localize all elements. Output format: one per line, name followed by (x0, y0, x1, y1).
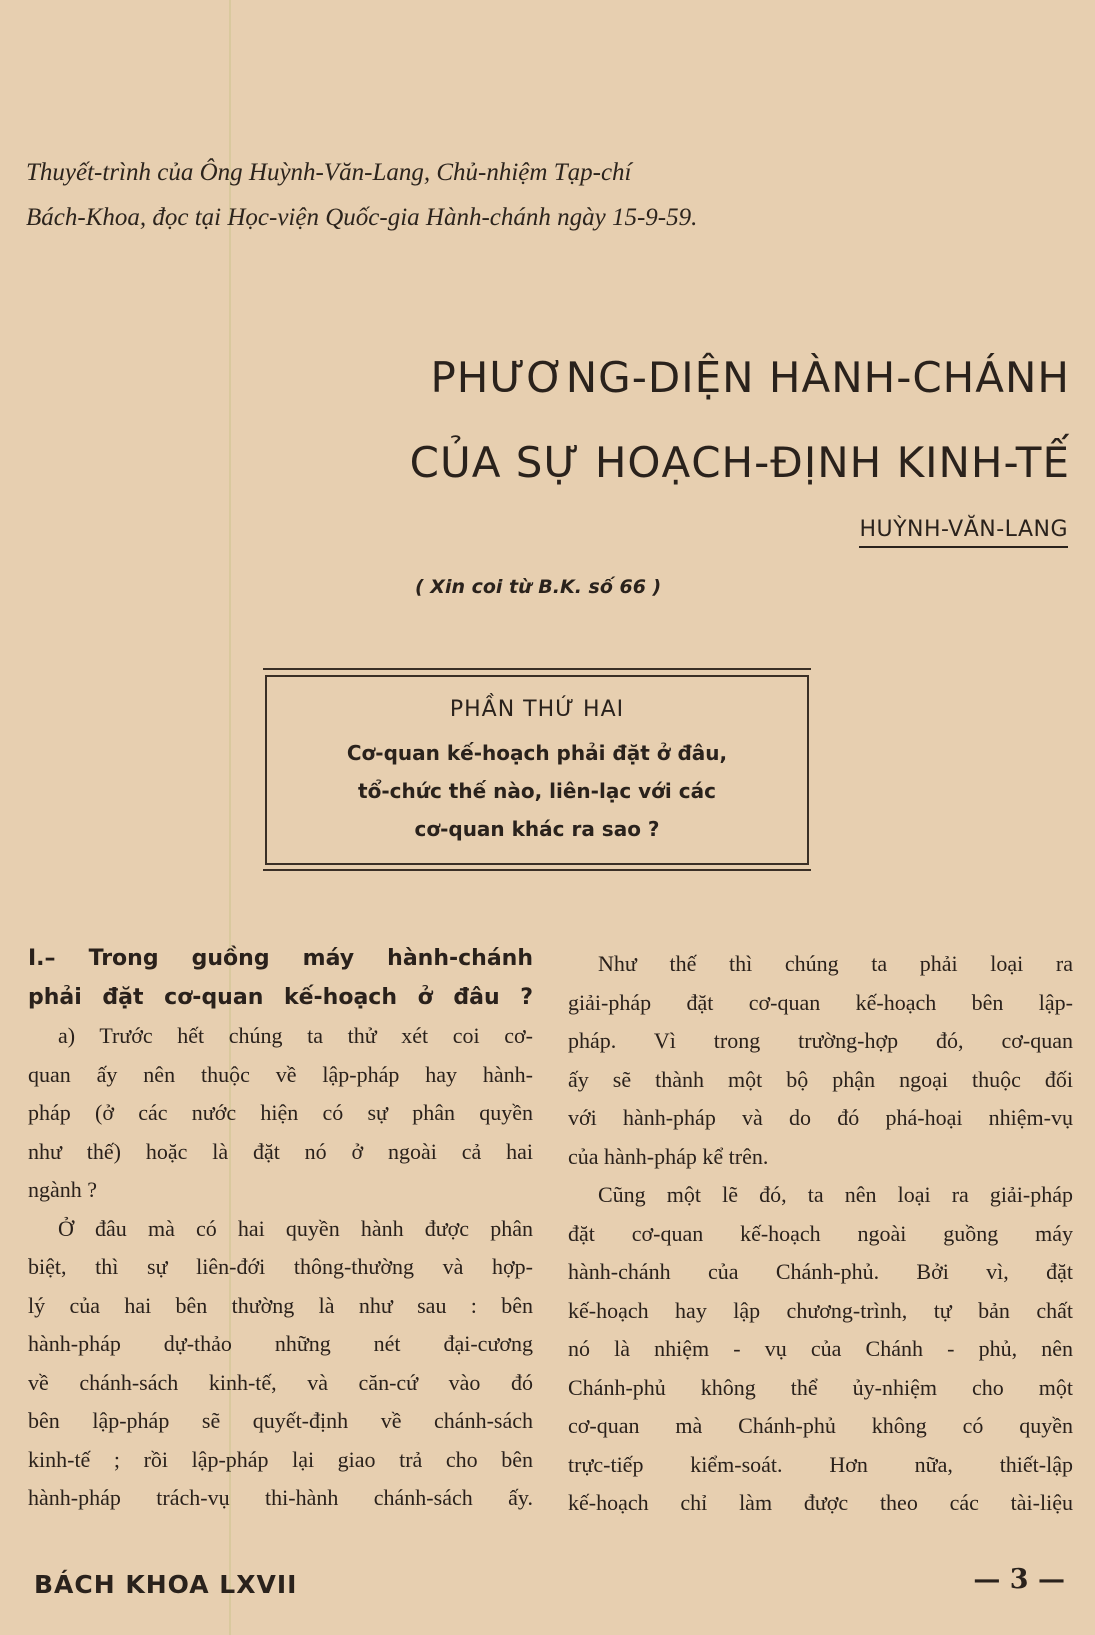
heading-line: phải đặt cơ-quan kế-hoạch ở đâu ? (28, 984, 533, 1010)
paragraph-line: hành-pháp dự-thảo những nét đại-cương (28, 1331, 533, 1356)
paragraph-line: với hành-pháp và do đó phá-hoại nhiệm-vụ (568, 1105, 1073, 1130)
heading-line: I.– Trong guồng máy hành-chánh (28, 946, 533, 971)
paragraph-line: kế-hoạch hay lập chương-trình, tự bản chất (568, 1297, 1073, 1323)
paragraph-line: biệt, thì sự liên-đới thông-thường và hợp- (28, 1254, 533, 1279)
author-name: HUỲNH-VĂN-LANG (859, 517, 1068, 548)
paragraph-line: Cũng một lẽ đó, ta nên loại ra giải-pháp (598, 1182, 1073, 1207)
paragraph-line: như thế) hoặc là đặt nó ở ngoài cả hai (28, 1138, 533, 1164)
title-line-2: CỦA SỰ HOẠCH-ĐỊNH KINH-TẾ (409, 438, 1070, 487)
paragraph-line: Như thế thì chúng ta phải loại ra (598, 951, 1073, 976)
paragraph-line: Chánh-phủ không thể ủy-nhiệm cho một (568, 1374, 1073, 1400)
paragraph-line: hành-chánh của Chánh-phủ. Bởi vì, đặt (568, 1259, 1073, 1284)
paragraph-line: giải-pháp đặt cơ-quan kế-hoạch bên lập- (568, 989, 1073, 1015)
paragraph-line: quan ấy nên thuộc về lập-pháp hay hành- (28, 1061, 533, 1087)
paragraph-line: pháp. Vì trong trường-hợp đó, cơ-quan (568, 1028, 1073, 1053)
intro-note (26, 150, 806, 240)
paragraph-line: hành-pháp trách-vụ thi-hành chánh-sách ấy. (28, 1485, 533, 1510)
paragraph-line: ngành ? (28, 1177, 98, 1202)
paragraph-line: a) Trước hết chúng ta thử xét coi cơ- (58, 1023, 533, 1048)
title-line-1: PHƯƠNG-DIỆN HÀNH-CHÁNH (430, 353, 1070, 402)
section-box-line: Cơ-quan kế-hoạch phải đặt ở đâu, (346, 741, 728, 765)
section-box (265, 675, 809, 865)
paragraph-line: đặt cơ-quan kế-hoạch ngoài guồng máy (568, 1220, 1073, 1246)
section-box-body (267, 734, 807, 848)
page-number: — 3 — (973, 1564, 1065, 1595)
section-heading (28, 940, 533, 1017)
section-box-line: tổ-chức thế nào, liên-lạc với các (358, 779, 716, 803)
paragraph-line: pháp (ở các nước hiện có sự phân quyền (28, 1100, 533, 1125)
intro-line-1: Thuyết-trình của Ông Huỳnh-Văn-Lang, Chủ-nhiệm Tạp-chí (26, 159, 632, 186)
continued-note: ( Xin coi từ B.K. số 66 ) (415, 576, 662, 598)
footer-magazine-name: BÁCH KHOA LXVII (34, 1570, 298, 1599)
paragraph-line: cơ-quan mà Chánh-phủ không có quyền (568, 1413, 1073, 1438)
paragraph-line: Ở đâu mà có hai quyền hành được phân (58, 1215, 533, 1241)
paragraph-line: về chánh-sách kinh-tế, và căn-cứ vào đó (28, 1369, 533, 1395)
section-box-line: cơ-quan khác ra sao ? (414, 817, 660, 841)
section-box-title: PHẦN THỨ HAI (449, 697, 625, 722)
paragraph-line: kinh-tế ; rồi lập-pháp lại giao trả cho bên (28, 1446, 533, 1472)
box-rule-bottom (263, 869, 811, 871)
box-rule-top (263, 668, 811, 670)
paragraph-line: của hành-pháp kể trên. (568, 1143, 769, 1169)
paragraph-line: nó là nhiệm - vụ của Chánh - phủ, nên (568, 1336, 1073, 1361)
paragraph-line: ấy sẽ thành một bộ phận ngoại thuộc đối (568, 1066, 1073, 1092)
paragraph-line: bên lập-pháp sẽ quyết-định về chánh-sách (28, 1408, 533, 1433)
left-column (28, 940, 533, 1518)
right-column (568, 945, 1073, 1523)
article-title (300, 335, 1070, 505)
intro-line-2: Bách-Khoa, đọc tại Học-viện Quốc-gia Hành-chánh ngày 15-9-59. (26, 204, 698, 231)
paragraph-line: lý của hai bên thường là như sau : bên (28, 1292, 533, 1318)
paragraph-line: trực-tiếp kiểm-soát. Hơn nữa, thiết-lập (568, 1451, 1073, 1477)
paragraph-line: kế-hoạch chỉ làm được theo các tài-liệu (568, 1490, 1073, 1515)
